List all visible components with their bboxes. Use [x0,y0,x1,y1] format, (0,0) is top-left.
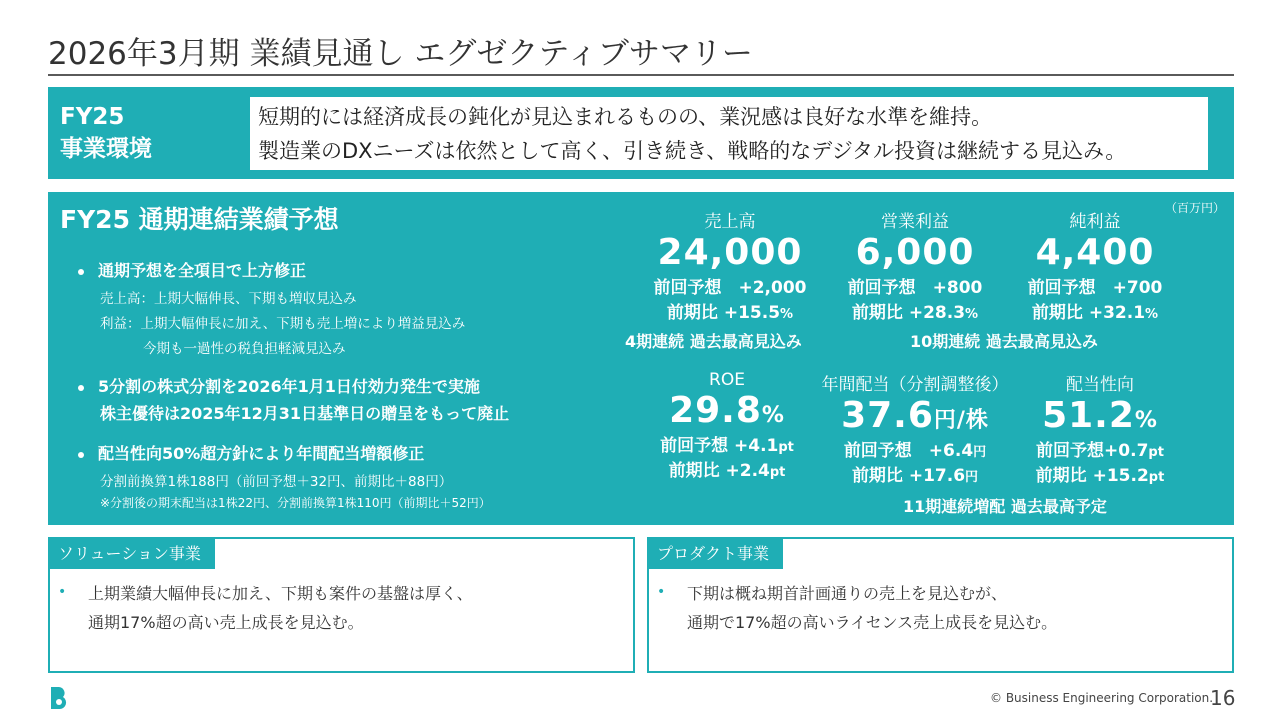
bullet-dividend [78,441,424,464]
environment-label [60,101,152,165]
bullet-shareholder-benefit: 株主優待は2025年12月31日基準日の贈呈をもって廃止 [100,404,510,423]
kpi-yoy: 前期比 +2.4pt [668,461,786,481]
kpi-annual-dividend [815,370,1015,486]
bullet-dot: • [58,584,67,600]
kpi-label: 売上高 [704,212,756,232]
product-tag: プロダクト事業 [649,539,783,569]
environment-label-fy: FY25 [60,104,125,130]
streak-dividend: 11期連続増配 過去最高予定 [903,497,1107,516]
kpi-prev: 前回予想 +6.4円 [843,441,987,461]
kpi-value: 51.2% [1042,395,1158,436]
kpi-roe [627,370,827,481]
kpi-prev: 前回予想 +700 [1027,278,1163,298]
product-box [647,537,1234,673]
kpi-yoy: 前期比 +15.2pt [1035,466,1165,486]
kpi-value: 29.8% [669,390,785,431]
kpi-yoy: 前期比 +28.3% [851,303,979,323]
streak-profit: 10期連続 過去最高見込み [910,332,1098,351]
kpi-prev: 前回予想 +800 [847,278,983,298]
kpi-sales [630,207,830,323]
solution-line2: 通期17%超の高い売上成長を見込む。 [88,613,364,632]
product-line1: 下期は概ね期首計画通りの売上を見込むが、 [687,584,1008,603]
environment-label-text: 事業環境 [60,136,152,162]
company-logo [48,686,70,710]
kpi-value: 37.6円/株 [841,395,989,436]
streak-sales: 4期連続 過去最高見込み [625,332,802,351]
kpi-prev: 前回予想 +4.1pt [660,436,794,456]
kpi-operating-profit [815,207,1015,323]
kpi-payout-ratio [1000,370,1200,486]
kpi-net-income [995,207,1195,323]
kpi-yoy: 前期比 +17.6円 [851,466,979,486]
page-number: 16 [1210,686,1236,710]
environment-text-box [250,97,1208,170]
sub-bullet-dividend: 分割前換算1株188円（前回予想＋32円、前期比＋88円） [100,474,453,490]
kpi-label: 配当性向 [1066,375,1134,395]
bullet-upward-revision [78,258,306,281]
kpi-label: 純利益 [1069,212,1121,232]
bullet-text: 5分割の株式分割を2026年1月1日付効力発生で実施 [98,377,480,396]
kpi-label: 営業利益 [881,212,949,232]
solution-tag: ソリューション事業 [50,539,215,569]
bullet-dot [78,385,84,391]
kpi-value: 24,000 [657,232,803,273]
bullet-text: 通期予想を全項目で上方修正 [98,261,307,280]
title-divider [48,74,1234,76]
kpi-yoy: 前期比 +32.1% [1031,303,1159,323]
copyright: © Business Engineering Corporation. [990,691,1214,705]
page-title: 2026年3月期 業績見通し エグゼクティブサマリー [48,36,753,72]
kpi-prev: 前回予想+0.7pt [1036,441,1164,461]
solution-line1: 上期業績大幅伸長に加え、下期も案件の基盤は厚く、 [88,584,473,603]
environment-text-line2: 製造業のDXニーズは依然として高く、引き続き、戦略的なデジタル投資は継続する見込み。 [258,139,1127,163]
unit-note: （百万円） [1165,201,1226,215]
dividend-note: ※分割後の期末配当は1株22円、分割前換算1株110円（前期比＋52円） [100,496,491,510]
kpi-value: 6,000 [855,232,975,273]
kpi-prev: 前回予想 +2,000 [653,278,807,298]
bullet-text: 配当性向50%超方針により年間配当増額修正 [98,444,425,463]
kpi-label: ROE [709,370,745,390]
kpi-label: 年間配当（分割調整後） [821,375,1009,395]
bullet-dot: • [657,584,666,600]
environment-text-line1: 短期的には経済成長の鈍化が見込まれるものの、業況感は良好な水準を維持。 [258,105,993,129]
forecast-title: FY25 通期連結業績予想 [60,205,339,234]
sub-bullet-tax: 今期も一過性の税負担軽減見込み [143,341,346,357]
kpi-value: 4,400 [1035,232,1155,273]
sub-bullet-sales: 売上高：上期大幅伸長、下期も増収見込み [100,291,357,307]
sub-bullet-profit: 利益：上期大幅伸長に加え、下期も売上増により増益見込み [100,316,466,332]
product-line2: 通期で17%超の高いライセンス売上成長を見込む。 [687,613,1058,632]
bullet-dot [78,452,84,458]
bullet-stock-split [78,374,480,397]
kpi-yoy: 前期比 +15.5% [666,303,794,323]
solution-box [48,537,635,673]
bullet-dot [78,269,84,275]
